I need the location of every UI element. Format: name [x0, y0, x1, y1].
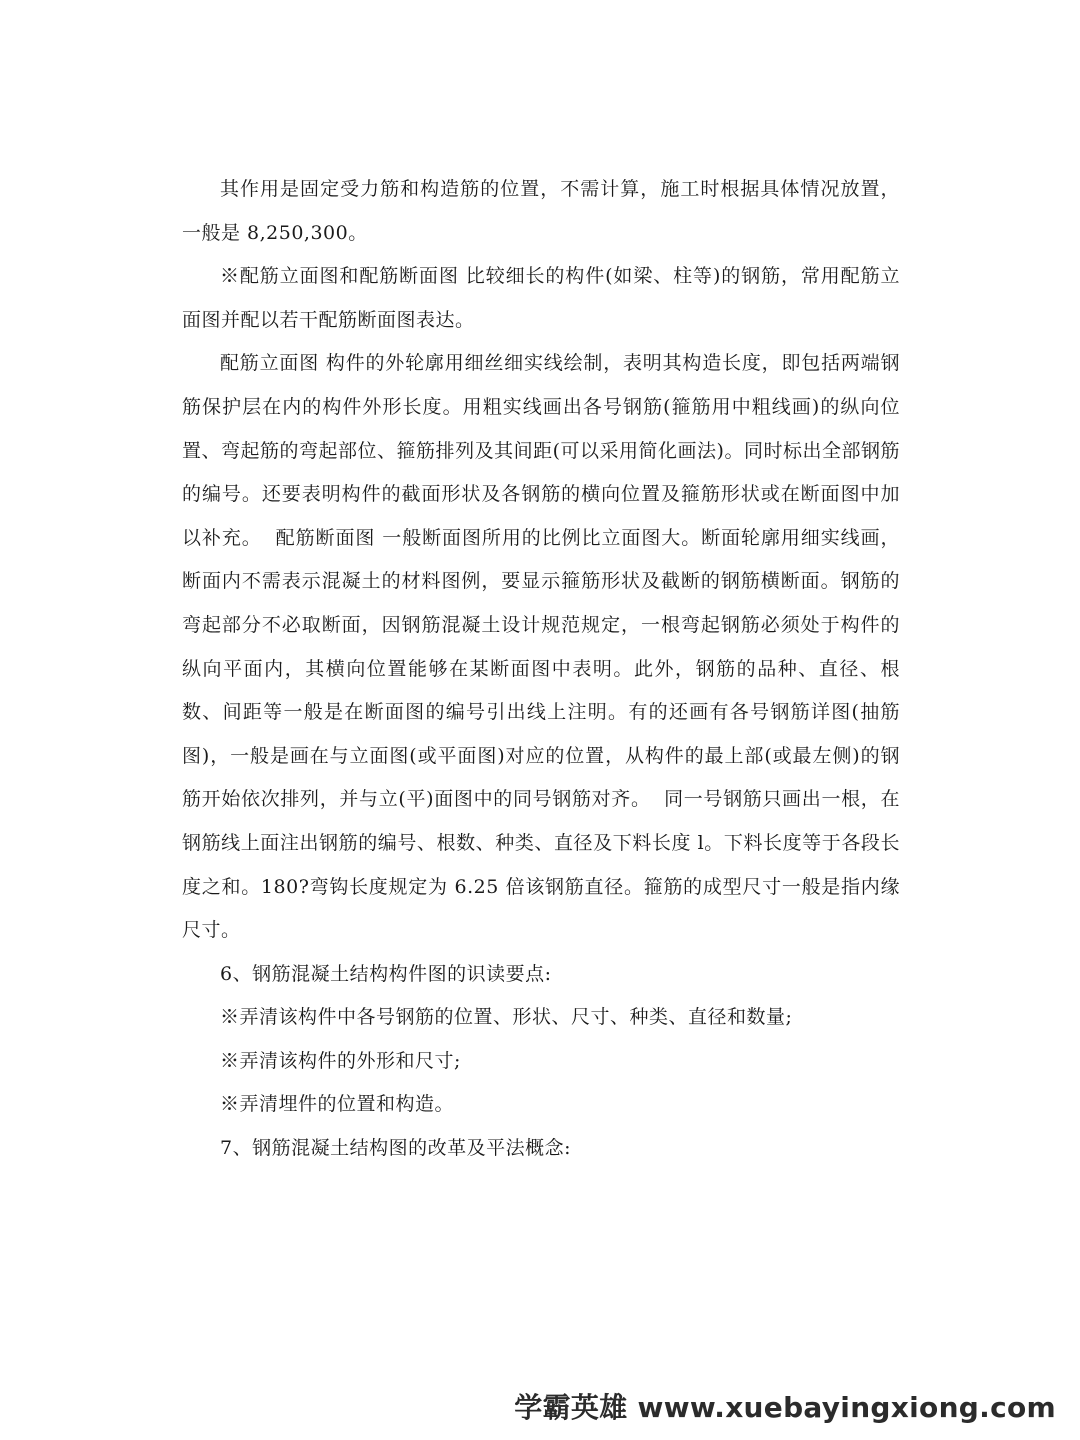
paragraph-2: ※配筋立面图和配筋断面图 比较细长的构件(如梁、柱等)的钢筋，常用配筋立面图并配以若干配筋断面图表达。 [182, 265, 900, 331]
paragraph-3: 配筋立面图 构件的外轮廓用细丝细实线绘制，表明其构造长度，即包括两端钢筋保护层在内的构件外形长度。用粗实线画出各号钢筋(箍筋用中粗线画)的纵向位置、弯起筋的弯起部位、箍筋排列及其间距(可以采用简化画法)。同时标出全部钢筋的编号。还要表明构件的截面形状及各钢筋的横向位置及箍筋形状或在断面图中加以补充。 配筋断面图 一般断面图所用的比例比立面图大。断面轮廓用细实线画，断面内不需表示混凝土的材料图例，要显示箍筋形状及截断的钢筋横断面。钢筋的弯起部分不必取断面，因钢筋混凝土设计规范规定，一根弯起钢筋必须处于构件的纵向平面内，其横向位置能够在某断面图中表明。此外，钢筋的品种、直径、根数、间距等一般是在断面图的编号引出线上注明。有的还画有各号钢筋详图(抽筋图)，一般是画在与立面图(或平面图)对应的位置，从构件的最上部(或最左侧)的钢筋开始依次排列，并与立(平)面图中的同号钢筋对齐。 同一号钢筋只画出一根，在钢筋线上面注出钢筋的编号、根数、种类、直径及下料长度 l。下料长度等于各段长度之和。180?弯钩长度规定为 6.25 倍该钢筋直径。箍筋的成型尺寸一般是指内缘尺寸。 [182, 352, 900, 942]
paragraph-8: 7、钢筋混凝土结构图的改革及平法概念: [220, 1137, 571, 1160]
paragraph-6: ※弄清该构件的外形和尺寸; [220, 1049, 461, 1072]
site-watermark: 学霸英雄 www.xuebayingxiong.com [514, 1391, 1056, 1424]
paragraph-5: ※弄清该构件中各号钢筋的位置、形状、尺寸、种类、直径和数量; [220, 1006, 793, 1029]
paragraph-1: 其作用是固定受力筋和构造筋的位置，不需计算，施工时根据具体情况放置，一般是 8,250,300。 [182, 178, 900, 244]
paragraph-7: ※弄清埋件的位置和构造。 [220, 1093, 455, 1116]
paragraph-4: 6、钢筋混凝土结构构件图的识读要点: [220, 962, 552, 985]
document-body [182, 168, 900, 1171]
